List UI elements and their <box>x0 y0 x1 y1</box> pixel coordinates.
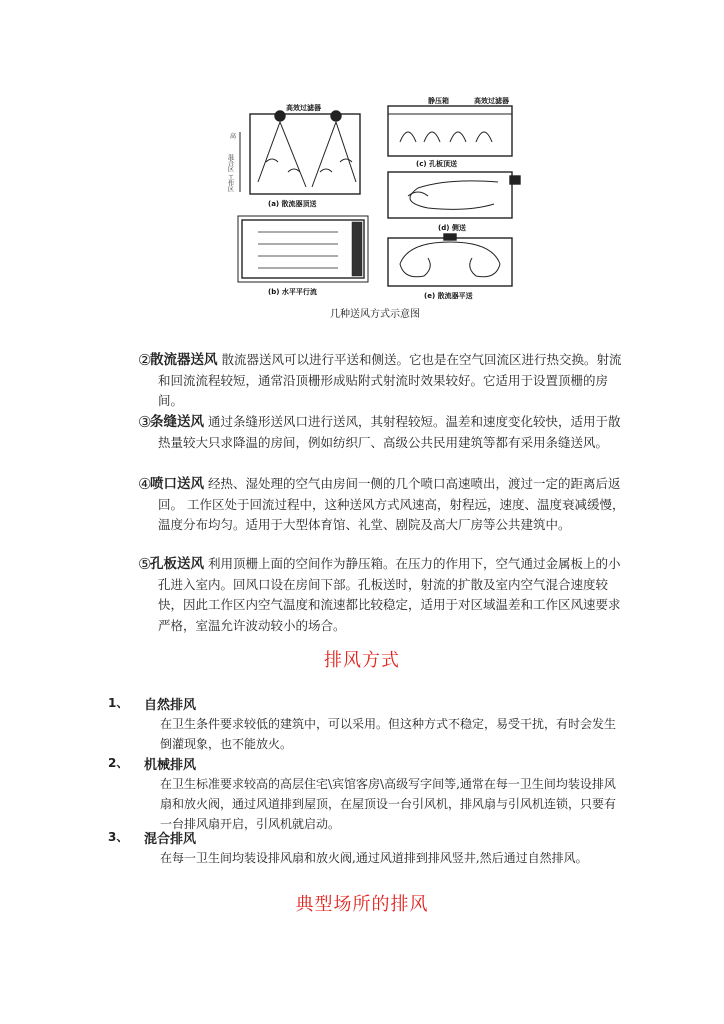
entry-title: 自然排风 <box>144 698 197 713</box>
entry-title: 机械排风 <box>144 758 197 773</box>
item-number: ② <box>138 351 152 369</box>
item-heading: 条缝送风 <box>150 414 204 430</box>
panel-a <box>240 111 360 194</box>
panel-a-side-3: 工作区 <box>226 174 234 192</box>
panel-e <box>388 234 512 286</box>
item-nozzle-supply <box>138 474 628 536</box>
section-title-typical: 典型场所的排风 <box>295 894 429 915</box>
entry-number: 3、 <box>108 830 129 844</box>
panel-b <box>238 216 368 282</box>
item-heading: 喷口送风 <box>150 476 204 492</box>
item-heading: 散流器送风 <box>150 352 218 368</box>
entry-number: 1、 <box>108 696 129 710</box>
item-diffuser-supply <box>138 350 628 412</box>
item-text: 经热、湿处理的空气由房间一侧的几个喷口高速喷出，渡过一定的距离后返回。 工作区处于回流过程中，这种送风方式风速高，射程远，速度、温度衰减缓慢，温度分布均匀。适用于大型体育馆、礼堂、剧院及高大厂房等公共建筑中。 <box>158 476 625 532</box>
entry-text: 在卫生条件要求较低的建筑中，可以采用。但这种方式不稳定，易受干扰，有时会发生倒灌现象，也不能放火。 <box>160 717 617 751</box>
item-number: ⑤ <box>138 555 152 573</box>
panel-c-top-right: 高效过滤器 <box>474 97 509 105</box>
exhaust-entry-mechanical <box>108 754 628 834</box>
item-text: 散流器送风可以进行平送和侧送。它也是在空气回流区进行热交换。射流和回流流程较短，通常沿顶栅形成贴附式射流时效果较好。它适用于设置顶栅的房间。 <box>158 352 622 408</box>
panel-a-side-2: 混合区 <box>226 154 234 172</box>
exhaust-entry-mixed <box>108 828 628 868</box>
panel-d <box>388 172 520 218</box>
panel-a-bottom-label: (a) 散流器顶送 <box>268 200 317 208</box>
item-heading: 孔板送风 <box>150 556 204 572</box>
item-number: ③ <box>138 413 152 431</box>
item-paragraph <box>138 474 628 536</box>
panel-d-bottom-label: (d) 侧送 <box>438 224 466 232</box>
entry-title: 混合排风 <box>144 832 197 847</box>
item-number: ④ <box>138 475 152 493</box>
entry-text: 在卫生标准要求较高的高层住宅\宾馆客房\高级写字间等,通常在每一卫生间均装设排风扇和放火阀，通过风道排到屋顶，在屋顶设一台引风机，排风扇与引风机连锁，只要有一台排风扇开启，引风机就启动。 <box>160 777 617 831</box>
entry-text: 在每一卫生间均装设排风扇和放火阀,通过风道排到排风竖井,然后通过自然排风。 <box>160 851 588 865</box>
figure-caption: 几种送风方式示意图 <box>330 309 420 320</box>
panel-b-bottom-label: (b) 水平平行流 <box>268 288 317 296</box>
panel-c <box>388 106 512 156</box>
panel-a-side-1: 高 <box>230 133 237 140</box>
panel-c-top-left: 静压箱 <box>428 97 449 105</box>
panel-a-top-label: 高效过滤器 <box>286 104 321 112</box>
panel-e-bottom-label: (e) 散流器平送 <box>424 292 473 300</box>
section-title-exhaust: 排风方式 <box>324 650 400 671</box>
item-text: 利用顶栅上面的空间作为静压箱。在压力的作用下，空气通过金属板上的小孔进入室内。回风口设在房间下部。孔板送时，射流的扩散及室内空气混合速度较快，因此工作区内空气温度和流速都比较稳定，适用于对区域温差和工作区风速要求严格，室温允许波动较小的场合。 <box>158 556 621 633</box>
item-paragraph <box>138 350 628 412</box>
ventilation-diagram <box>228 92 524 306</box>
item-paragraph <box>138 412 628 453</box>
item-text: 通过条缝形送风口进行送风，其射程较短。温差和速度变化较快，适用于散热量较大只求降温的房间，例如纺织厂、高级公共民用建筑等都有采用条缝送风。 <box>158 414 621 450</box>
item-perforated-supply <box>138 554 628 636</box>
exhaust-entry-natural <box>108 694 628 754</box>
entry-number: 2、 <box>108 756 129 770</box>
panel-c-bottom-label: (c) 孔板顶送 <box>416 160 457 168</box>
item-slot-supply <box>138 412 628 453</box>
item-paragraph <box>138 554 628 636</box>
